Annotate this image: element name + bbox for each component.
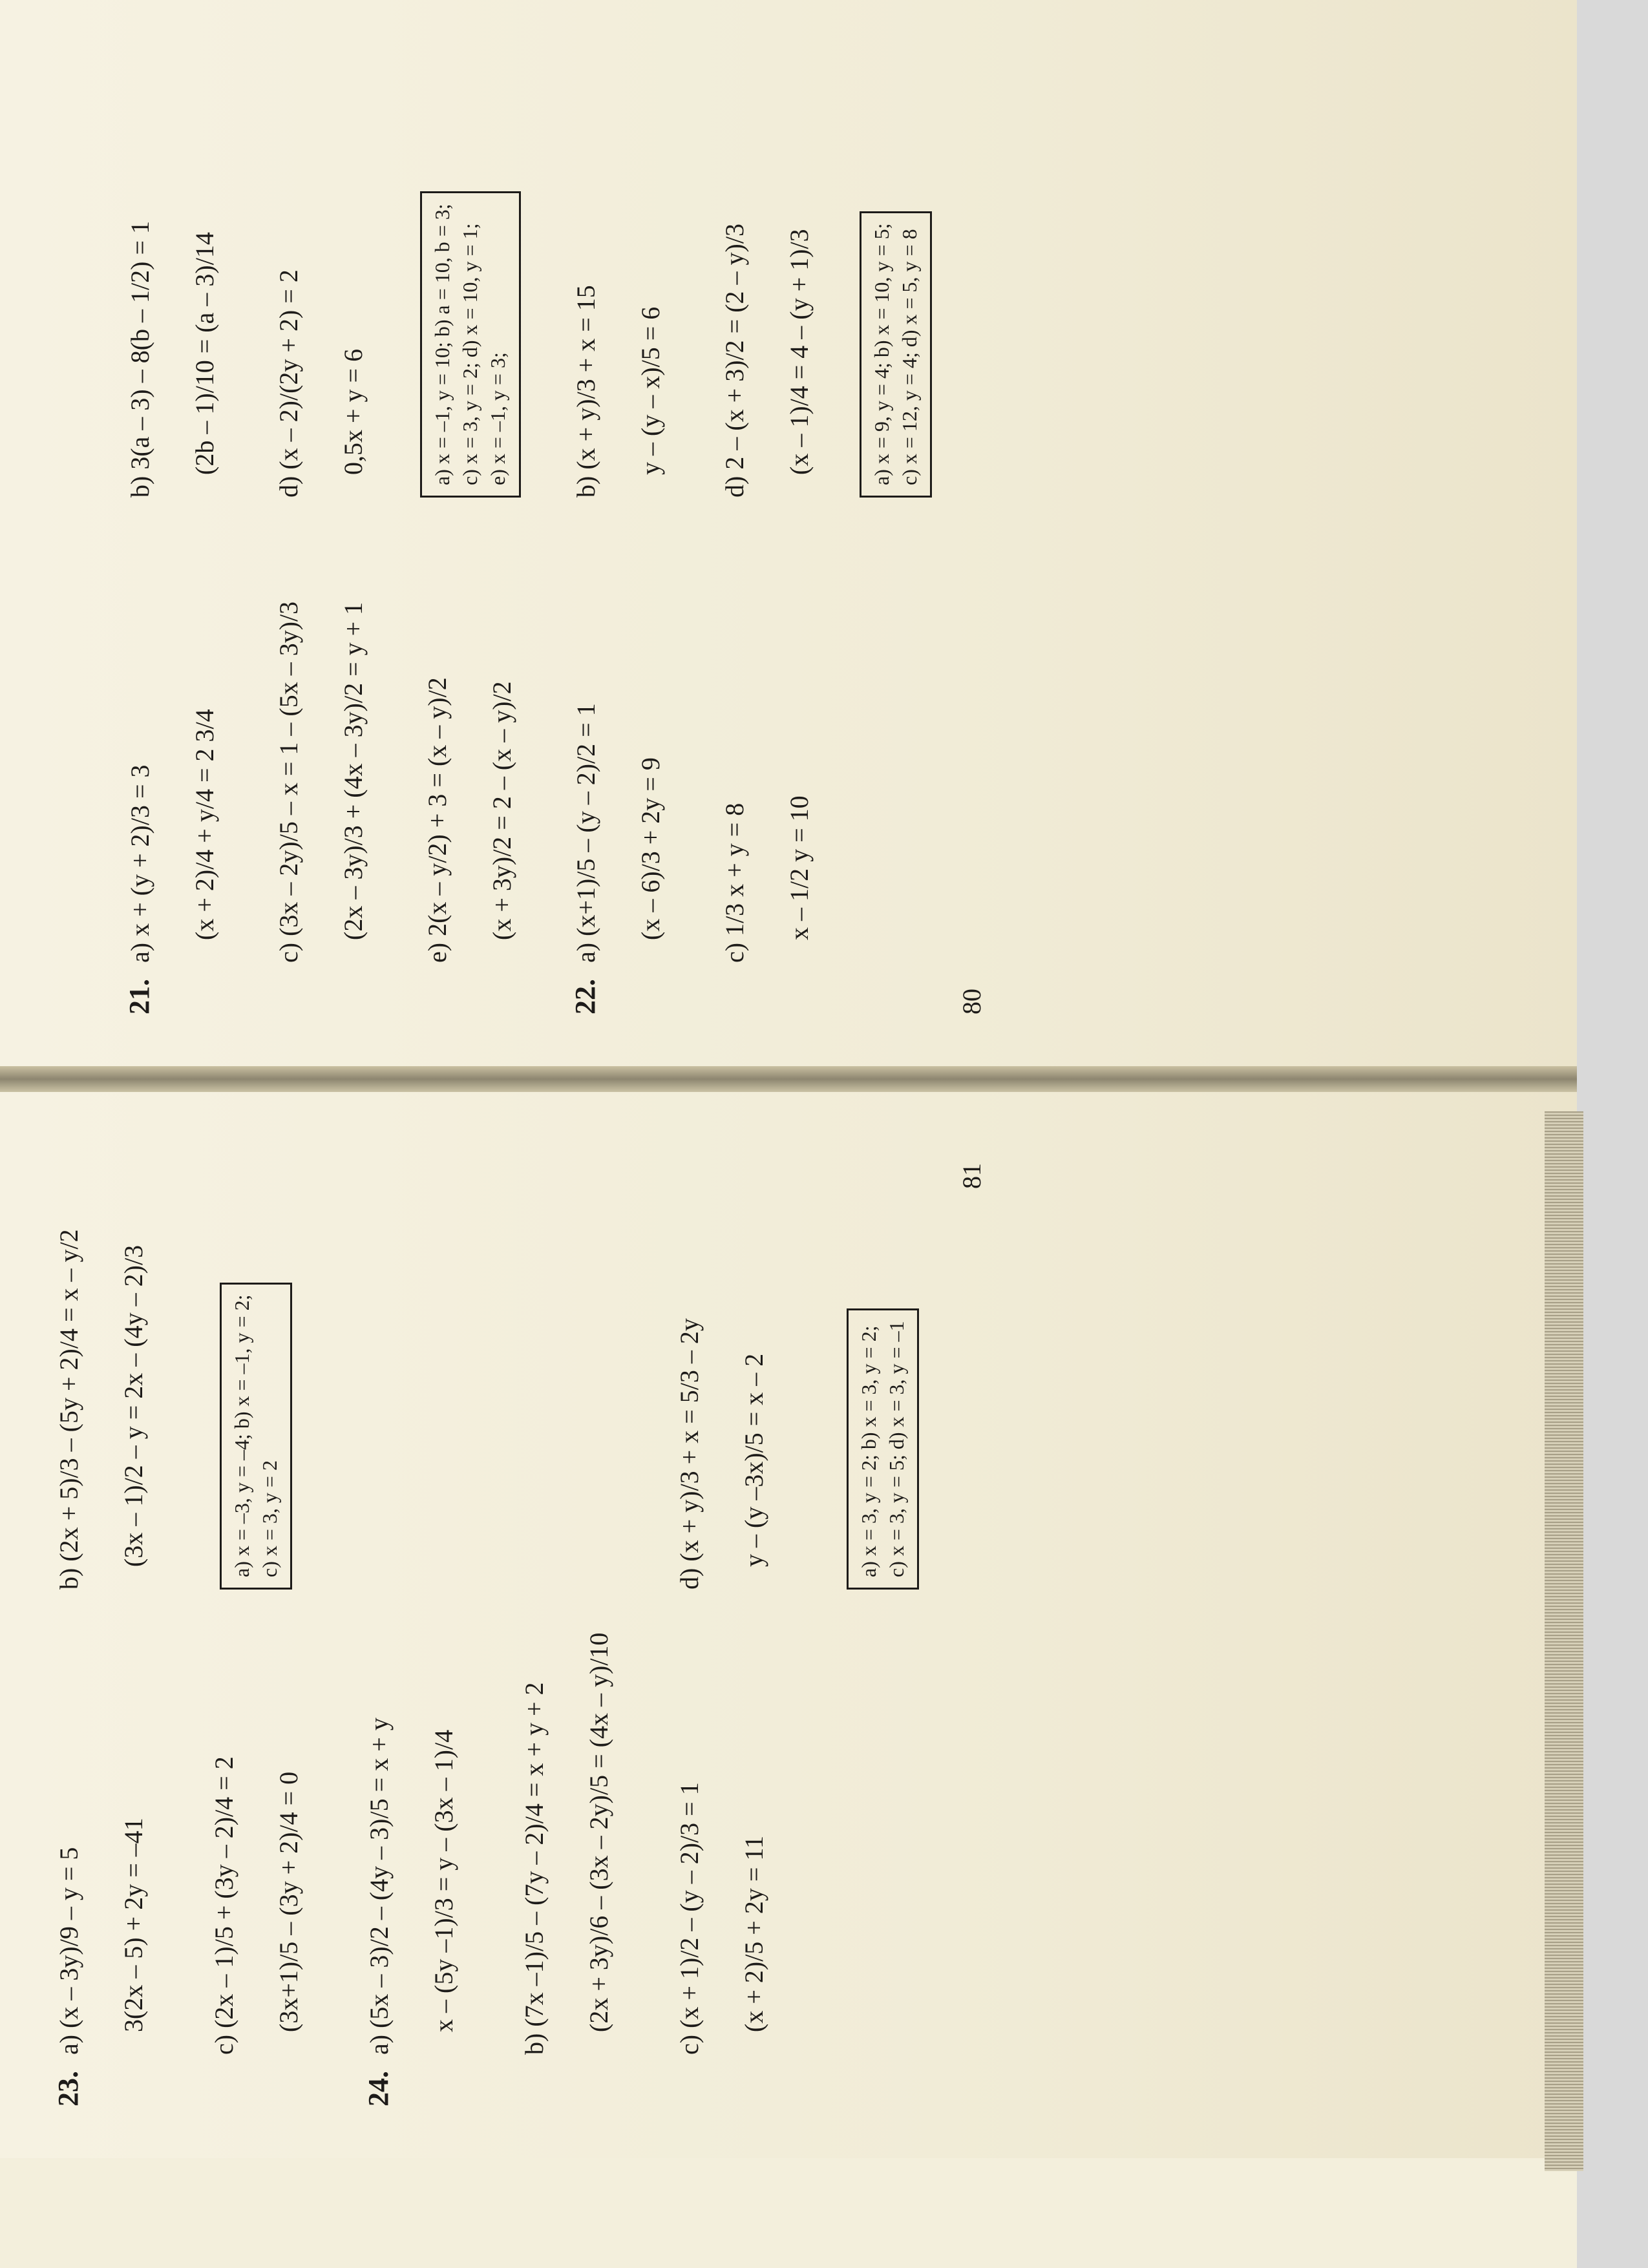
ex22-c-eq1: c) 1/3 x + y = 8 (720, 803, 749, 963)
ex21-answer-line: e) x = –1, y = 3; (486, 352, 510, 485)
book-gutter (0, 1066, 1577, 1092)
ex22-d-eq1: d) 2 – (x + 3)/2 = (2 – y)/3 (720, 224, 749, 498)
ex21-e-eq1: e) 2(x – y/2) + 3 = (x – y)/2 (423, 677, 452, 963)
ex23-a-eq2: 3(2x – 5) + 2y = –41 (119, 1818, 148, 2032)
ex21-c-eq2: (2x – 3y)/3 + (4x – 3y)/2 = y + 1 (339, 602, 368, 940)
ex21-answer-line: a) x = –1, y = 10; b) a = 10, b = 3; (430, 204, 454, 485)
ex23-b-eq1: b) (2x + 5)/3 – (5y + 2)/4 = x – y/2 (54, 1229, 83, 1590)
exercise-23-number: 23. (52, 2071, 84, 2106)
ex24-b-eq2: (2x + 3y)/6 – (3x – 2y)/5 = (4x – y)/10 (584, 1632, 613, 2032)
ex21-b-eq1: b) 3(a – 3) – 8(b – 1/2) = 1 (125, 220, 154, 498)
ex24-d-eq1: d) (x + y)/3 + x = 5/3 – 2y (675, 1318, 704, 1590)
ex22-d-eq2: (x – 1)/4 = 4 – (y + 1)/3 (785, 229, 814, 475)
ex24-answer-line: c) x = 3, y = 5; d) x = 3, y = –1 (885, 1321, 909, 1577)
ex22-answer-line: c) x = 12, y = 4; d) x = 5, y = 8 (898, 229, 922, 485)
ex23-answer-line: a) x = –3, y = –4; b) x = –1, y = 2; (230, 1294, 253, 1577)
ex23-answer-line: c) x = 3, y = 2 (258, 1460, 282, 1577)
exercise-21-number: 21. (123, 979, 155, 1014)
left-page-content (0, 0, 1577, 1066)
ex21-e-eq2: (x + 3y)/2 = 2 – (x – y)/2 (487, 681, 516, 940)
right-page (0, 1092, 1577, 2158)
ex24-c-eq1: c) (x + 1)/2 – (y – 2)/3 = 1 (675, 1782, 704, 2055)
ex22-b-eq1: b) (x + y)/3 + x = 15 (571, 285, 600, 498)
ex23-a-eq1: a) (x – 3y)/9 – y = 5 (54, 1847, 83, 2055)
ex22-a-eq2: (x – 6)/3 + 2y = 9 (636, 757, 665, 940)
ex22-b-eq2: y – (y – x)/5 = 6 (636, 306, 665, 475)
ex24-answers-box (847, 1308, 919, 1590)
ex24-d-eq2: y – (y –3x)/5 = x – 2 (739, 1353, 768, 1567)
ex22-c-eq2: x – 1/2 y = 10 (785, 795, 814, 940)
ex23-c-eq1: c) (2x – 1)/5 + (3y – 2)/4 = 2 (209, 1756, 238, 2055)
ex21-a-eq1: a) x + (y + 2)/3 = 3 (125, 764, 154, 963)
page-edges (1545, 1111, 1583, 2171)
right-page-content (0, 1092, 1577, 2158)
ex21-answer-line: c) x = 3, y = 2; d) x = 10, y = 1; (458, 223, 482, 485)
ex23-b-eq2: (3x – 1)/2 – y = 2x – (4y – 2)/3 (119, 1244, 148, 1567)
exercise-24-number: 24. (363, 2071, 394, 2106)
page-number: 80 (957, 989, 986, 1014)
ex21-d-eq1: d) (x – 2)/(2y + 2) = 2 (274, 269, 303, 498)
exercise-22-number: 22. (569, 979, 601, 1014)
ex24-c-eq2: (x + 2)/5 + 2y = 11 (739, 1836, 768, 2032)
ex23-c-eq2: (3x+1)/5 – (3y + 2)/4 = 0 (274, 1771, 303, 2032)
ex24-b-eq1: b) (7x –1)/5 – (7y – 2)/4 = x + y + 2 (520, 1682, 549, 2055)
ex22-answer-line: a) x = 9, y = 4; b) x = 10, y = 5; (870, 223, 893, 485)
ex21-answers-box (420, 191, 521, 498)
ex21-d-eq2: 0,5x + y = 6 (339, 348, 368, 475)
ex21-b-eq2: (2b – 1)/10 = (a – 3)/14 (190, 232, 219, 475)
ex24-a-eq1: a) (5x – 3)/2 – (4y – 3)/5 = x + y (364, 1717, 394, 2055)
ex22-a-eq1: a) (x+1)/5 – (y – 2)/2 = 1 (571, 703, 600, 963)
ex24-a-eq2: x – (5y –1)/3 = y – (3x – 1)/4 (429, 1729, 458, 2032)
ex24-answer-line: a) x = 3, y = 2; b) x = 3, y = 2; (857, 1325, 880, 1577)
ex21-c-eq1: c) (3x – 2y)/5 – x = 1 – (5x – 3y)/3 (274, 601, 303, 963)
ex21-a-eq2: (x + 2)/4 + y/4 = 2 3/4 (190, 709, 219, 940)
page-number: 81 (957, 1163, 986, 1189)
ex23-answers-box (220, 1283, 292, 1590)
ex22-answers-box (860, 211, 932, 498)
left-page (0, 0, 1577, 1067)
